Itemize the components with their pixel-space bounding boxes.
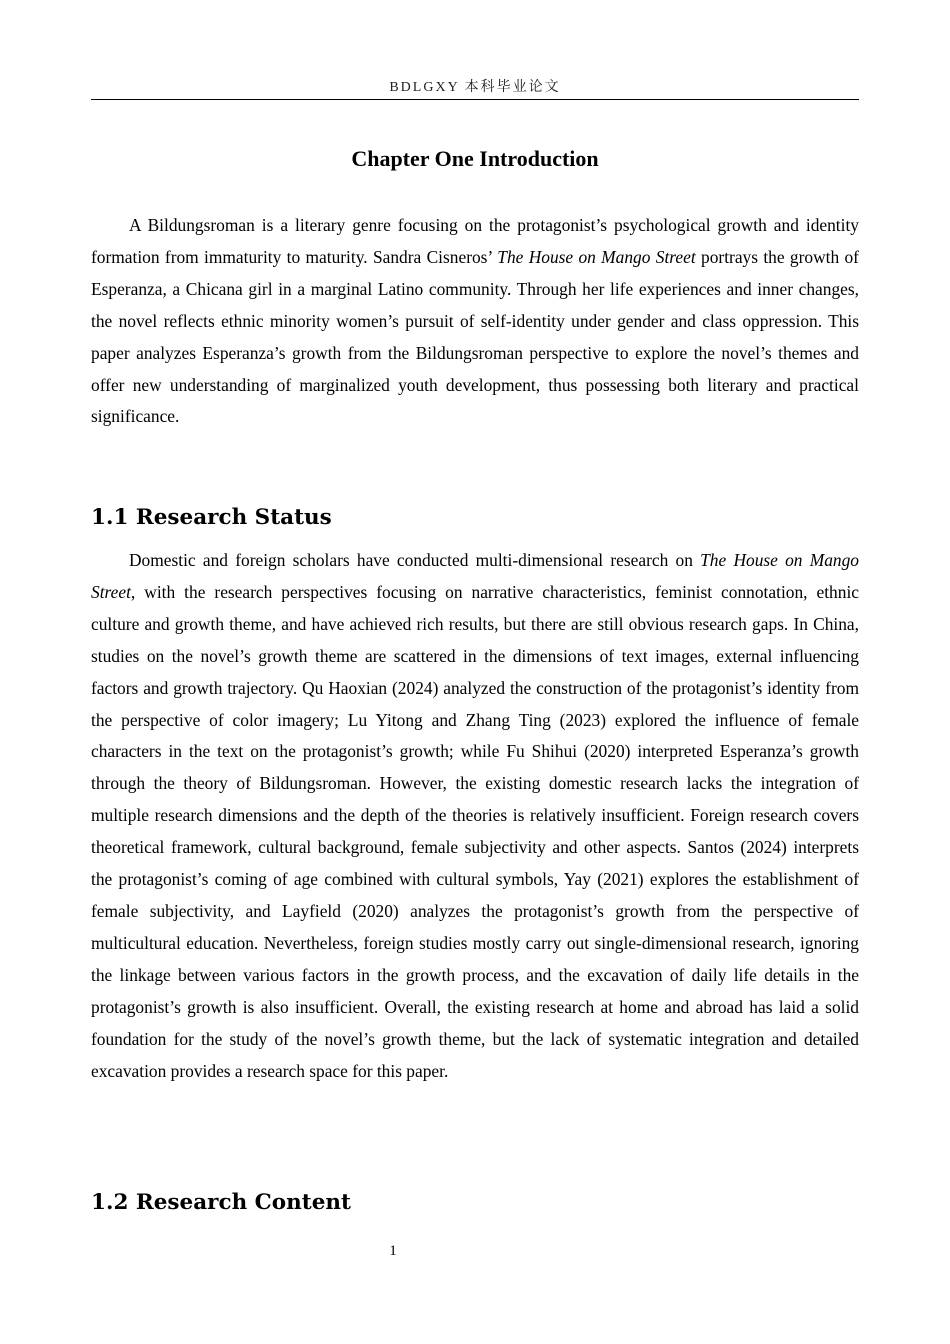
chapter-title: Chapter One Introduction: [351, 146, 599, 171]
running-header: BDLGXY 本科毕业论文: [389, 80, 561, 95]
page-number: 1: [389, 1243, 397, 1259]
intro-text-after: portrays the growth of Esperanza, a Chicana girl in a marginal Latino community. Through her life experiences and inner changes, the novel reflects ethnic minority women’s pursuit of self-identity under gender and class oppression. This paper analyzes Esperanza’s growth from the Bildungsroman perspective to explore the novel’s themes and offer new understanding of marginalized youth development, thus possessing both literary and practical significance.: [91, 246, 859, 427]
section-heading-research-status: 1.1 Research Status: [91, 505, 332, 530]
section-heading-research-content: 1.2 Research Content: [91, 1190, 351, 1215]
header-divider: [91, 99, 859, 100]
status-text-before: Domestic and foreign scholars have conducted multi-dimensional research on: [129, 550, 701, 570]
intro-book-title: The House on Mango Street: [497, 246, 696, 267]
status-text-after: , with the research perspectives focusing on narrative characteristics, feminist connotation, ethnic culture and growth theme, and have achieved rich results, but there are still obvious research gaps. In China, studies on the novel’s growth theme are scattered in the dimensions of text images, external influencing factors and growth trajectory. Qu Haoxian (2024) analyzed the construction of the protagonist’s identity from the perspective of color imagery; Lu Yitong and Zhang Ting (2023) explored the influence of female characters in the text on the protagonist’s growth; while Fu Shihui (2020) interpreted Esperanza’s growth through the theory of Bildungsroman. However, the existing domestic research lacks the integration of multiple research dimensions and the depth of the theories is relatively insufficient. Foreign research covers theoretical framework, cultural background, female subjectivity and other aspects. Santos (2024) interprets the protagonist’s coming of age combined with cultural symbols, Yay (2021) explores the establishment of female subjectivity, and Layfield (2020) analyzes the protagonist’s growth from the perspective of multicultural education. Nevertheless, foreign studies mostly carry out single-dimensional research, ignoring the linkage between various factors in the growth process, and the excavation of daily life details in the protagonist’s growth is also insufficient. Overall, the existing research at home and abroad has laid a solid foundation for the study of the novel’s growth theme, but the lack of systematic integration and detailed excavation provides a research space for this paper.: [91, 581, 859, 1081]
intro-paragraph: [91, 210, 859, 433]
intro-text-before: A Bildungsroman is a literary genre focusing on the protagonist’s psychological growth and identity formation from immaturity to maturity. Sandra Cisneros’: [91, 215, 859, 267]
status-book-title: The House on Mango Street: [91, 550, 860, 602]
research-status-paragraph: [91, 545, 859, 1087]
